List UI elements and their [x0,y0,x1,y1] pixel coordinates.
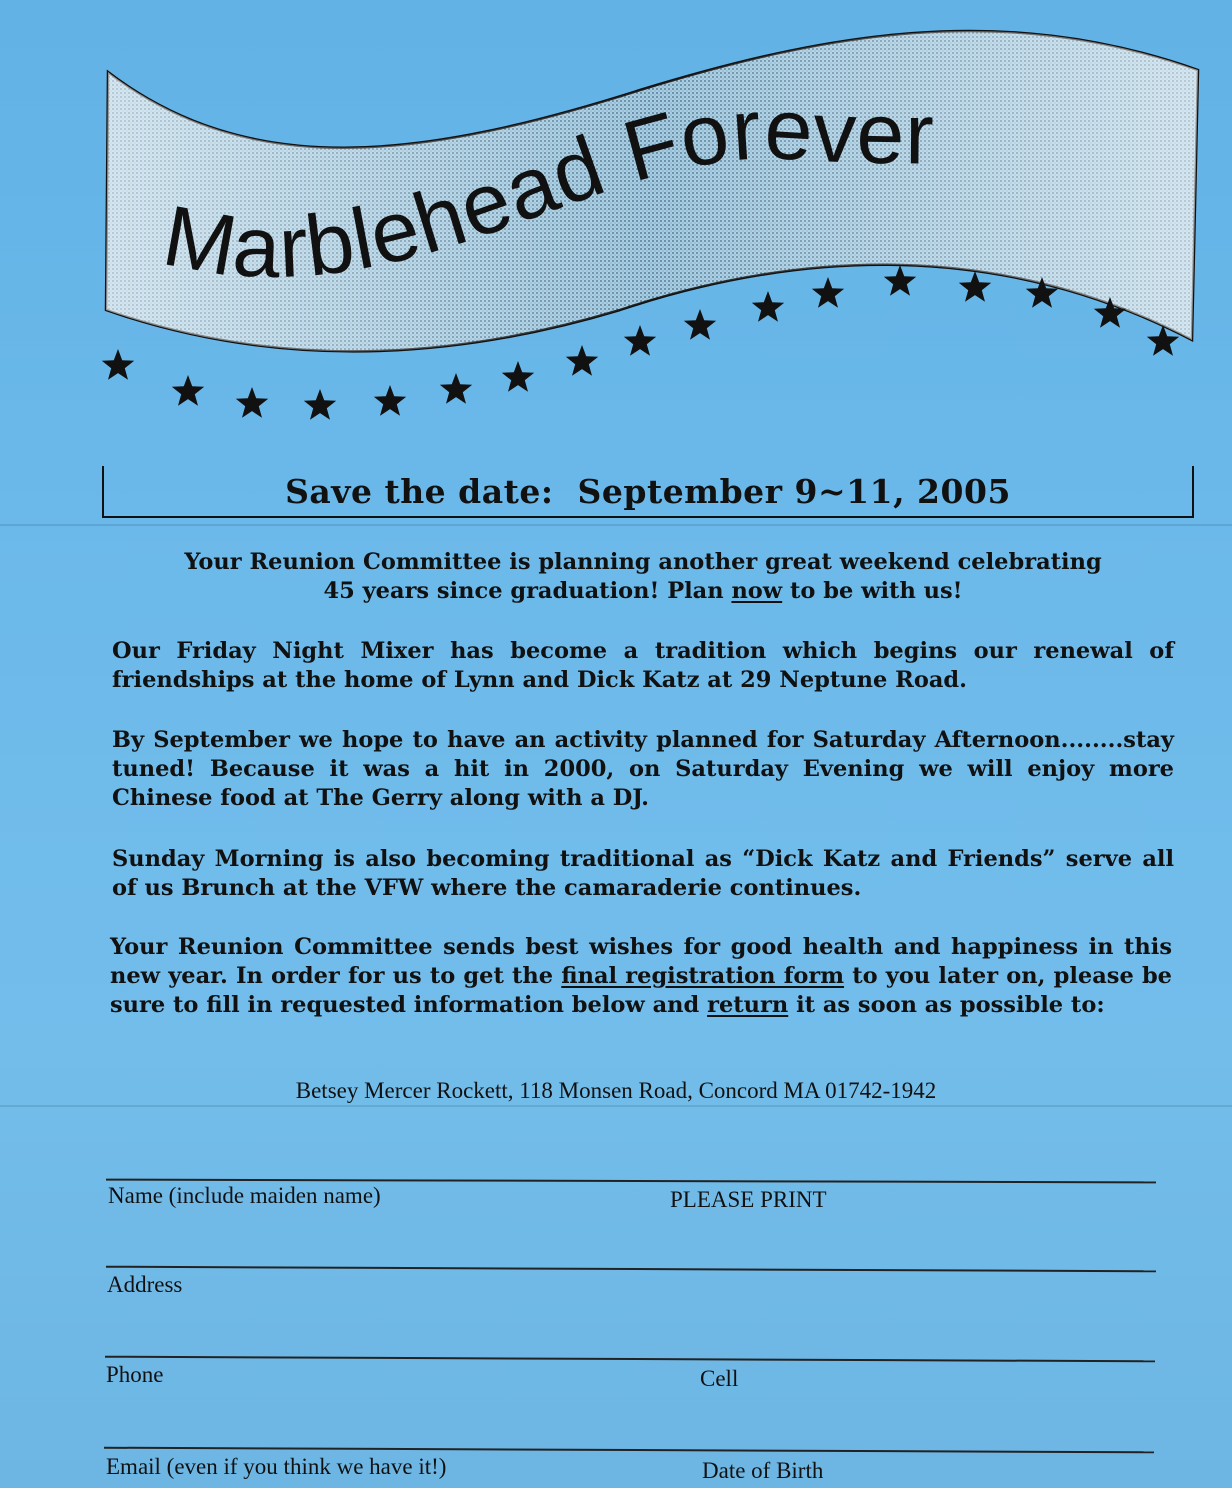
star-icon [624,325,656,356]
email-label: Email (even if you think we have it!) [106,1454,447,1479]
star-icon [102,349,134,380]
please-print-note: PLEASE PRINT [670,1187,827,1212]
paper-fold [0,524,1232,526]
now-emphasis: now [731,578,783,604]
star-icon [812,277,844,308]
date-of-birth-label: Date of Birth [702,1458,824,1483]
intro-line-1: Your Reunion Committee is planning another great weekend celebrating [184,549,1102,575]
star-icon [172,375,204,406]
sunday-paragraph: Sunday Morning is also becoming traditional as “Dick Katz and Friends” serve all of us Brunch at the VFW where the camaraderie continues. [112,846,1174,901]
star-icon [374,385,406,416]
banner-title: Marblehead Forever [156,80,936,297]
phone-label: Phone [106,1362,164,1387]
event-dates: September 9~11, 2005 [577,472,1011,511]
email-field-line[interactable] [104,1447,1154,1454]
registration-paragraph [110,933,1172,1020]
star-icon [502,361,534,392]
save-the-date-box [102,466,1194,518]
save-the-date-heading [104,472,1192,511]
star-icon [566,345,598,376]
address-field-line[interactable] [106,1266,1156,1273]
star-icon [236,387,268,418]
friday-mixer-paragraph: Our Friday Night Mixer has become a tradition which begins our renewal of friendships at the home of Lynn and Dick Katz at 29 Neptune Road. [112,638,1174,693]
star-icon [752,291,784,322]
paper-fold [0,1105,1232,1107]
intro-line-2-end: to be with us! [782,578,963,604]
intro-line-2: 45 years since graduation! Plan [323,578,732,604]
return-address: Betsey Mercer Rockett, 118 Monsen Road, Concord MA 01742-1942 [295,1078,937,1103]
intro-paragraph [118,548,1168,606]
banner-graphic [0,0,1232,460]
star-icon [959,271,991,302]
return-emphasis: return [707,992,789,1018]
address-label: Address [107,1272,183,1297]
star-icon [440,373,472,404]
star-icon [304,389,336,420]
registration-text-1: Your Reunion Committee sends best wishes for good health and happiness in this new year. In order for us to get the [110,934,1172,989]
phone-field-line[interactable] [105,1356,1155,1363]
star-icon [684,309,716,340]
star-icon [884,265,916,296]
saturday-paragraph: By September we hope to have an activity planned for Saturday Afternoon........stay tuned! Because it was a hit in 2000, on Saturday Evening we will enjoy more Chinese food at The Gerry along with a DJ. [112,727,1174,811]
final-registration-emphasis: final registration form [561,963,845,989]
name-label: Name (include maiden name) [108,1183,381,1208]
registration-text-3: it as soon as possible to: [788,992,1105,1018]
registration-text-2: to you later on, please be sure to fill in requested information below and [110,963,1172,1018]
save-the-date-label: Save the date: [285,472,554,511]
cell-label: Cell [700,1366,739,1391]
